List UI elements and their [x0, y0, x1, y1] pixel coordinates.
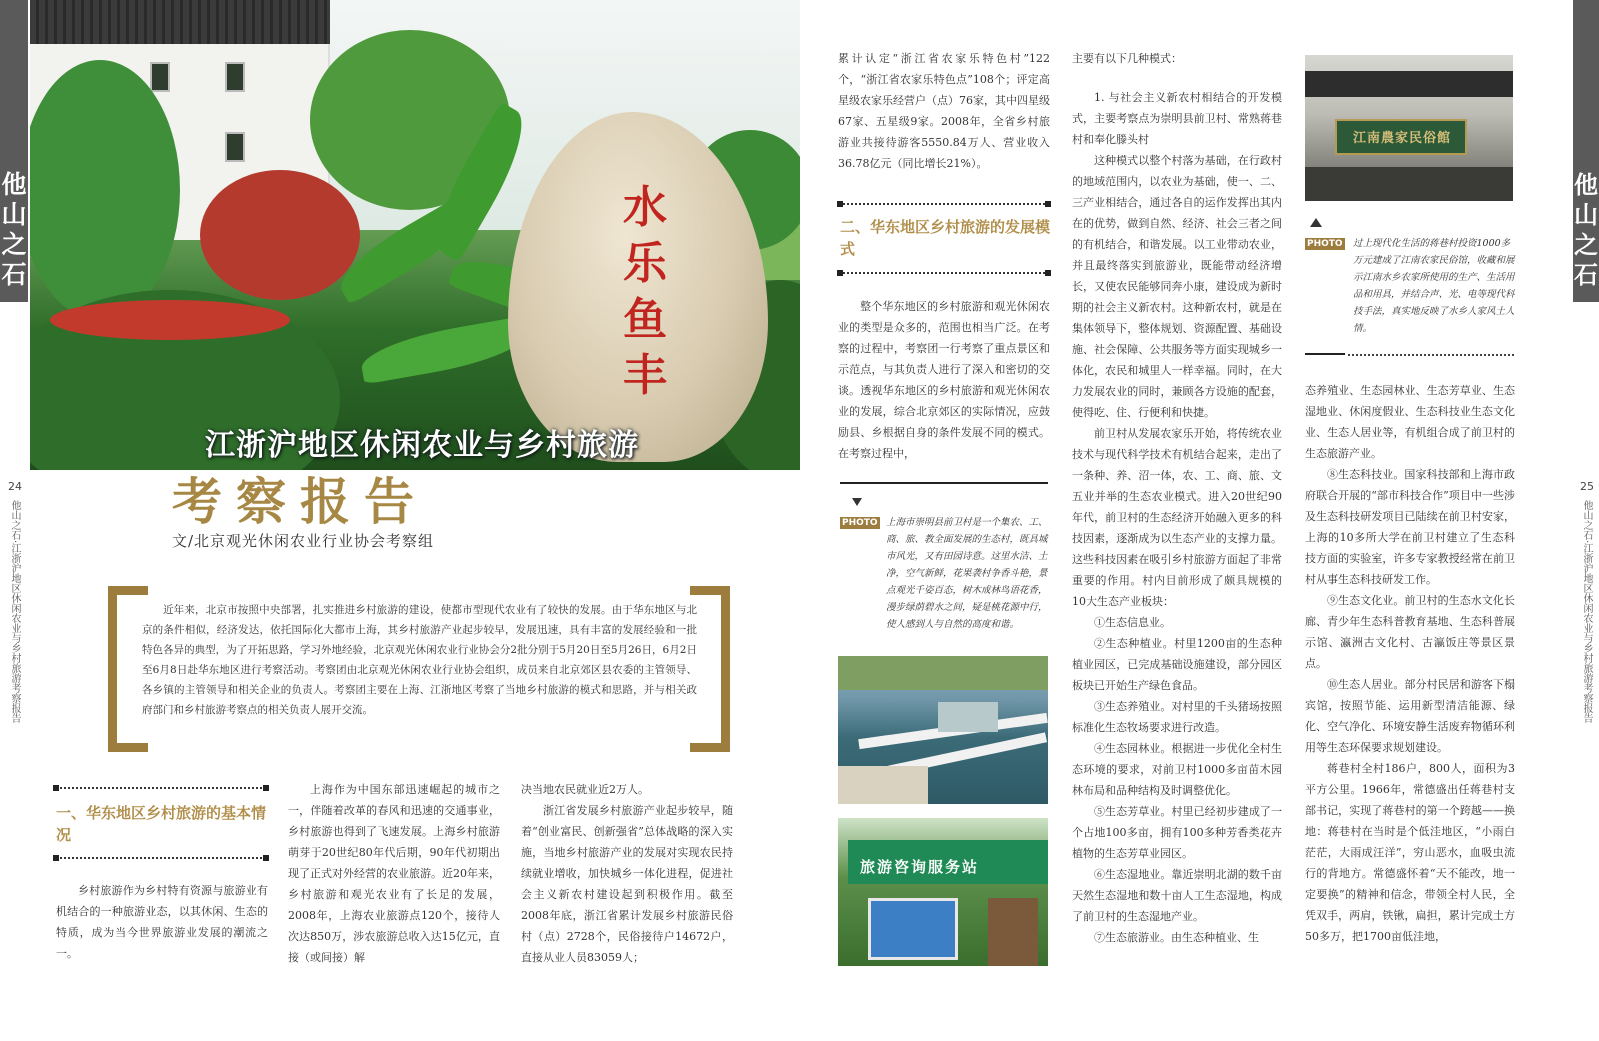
- list-item: ⑥生态湿地业。靠近崇明北湖的数千亩天然生态湿地和数十亩人工生态湿地，构成了前卫村的生态湿地产业。: [1072, 868, 1282, 923]
- report-title: 考察报告: [172, 472, 428, 531]
- hero-photo: [30, 0, 800, 470]
- section1-heading: 一、华东地区乡村旅游的基本情况: [56, 804, 267, 844]
- section-tab-right: [1573, 0, 1599, 302]
- boardwalk-photo: [838, 656, 1048, 804]
- intro-box: [108, 586, 730, 752]
- photo-label: PHOTO: [1307, 239, 1343, 249]
- photo1-caption: 上海市崇明县前卫村是一个集农、工、商、旅、教全面发展的生态村，既具城市风光，又有田园诗意。这里水洁、土净，空气新鲜，花果袭村争香斗艳，景点观光千姿百态，树木成林鸟语花香，漫步绿荫碧水之间，疑是桃花源中行，使人感到人与自然的高度和谐。: [886, 517, 1048, 630]
- paragraph: 主要有以下几种模式：: [1072, 52, 1182, 65]
- section1-col2: [288, 779, 500, 968]
- info-station-photo: [838, 818, 1048, 966]
- paragraph: 上海作为中国东部迅速崛起的城市之一，伴随着改革的春风和迅速的交通事业，乡村旅游也得到了飞速发展。上海乡村旅游萌芽于20世纪80年代后期，90年代初期出现了正式对外经营的农业旅游。近20年来，乡村旅游和观光农业有了长足的发展，2008年，上海农业旅游点120个，接待人次达850万，涉农旅游总收入达15亿元，直接（或间接）解: [288, 783, 500, 964]
- intro-text: 近年来，北京市按照中央部署，扎实推进乡村旅游的建设，使都市型现代农业有了较快的发展。由于华东地区与北京的条件相似，经济发达，依托国际化大都市上海，其乡村旅游产业起步较早，发展迅速，具有丰富的发展经验和一批特色各异的典型，为了开拓思路，学习外地经验，北京观光休闲农业行业协会分2批分别于5月20日至5月26日，6月2日至6月8日赴华东地区进行考察活动。考察团由北京观光休闲农业行业协会组织，成员来自北京郊区县农委的主管领导、各乡镇的主管领导和相关企业的负责人。考察团主要在上海、江浙地区考察了当地乡村旅游的模式和思路，并与相关政府部门和乡村旅游考察点的相关负责人展开交流。: [142, 604, 697, 716]
- paragraph: ⑨生态文化业。前卫村的生态水文化长廊、青少年生态科普教育基地、生态科普展示馆、瀛洲古文化村、古瀛饭庄等景区景点。: [1305, 594, 1515, 670]
- list-item: ②生态种植业。村里1200亩的生态种植业园区，已完成基础设施建设，部分园区板块已开始生产绿色食品。: [1072, 637, 1282, 692]
- list-item: ⑦生态旅游业。由生态种植业、生: [1094, 931, 1259, 944]
- museum-sign-text: 江南農家民俗館: [1352, 131, 1451, 146]
- paragraph: 态养殖业、生态园林业、生态芳草业、生态湿地业、休闲度假业、生态科技业生态文化业、生态人居业等，有机组合成了前卫村的生态旅游产业。: [1305, 384, 1515, 460]
- paragraph: 乡村旅游作为乡村特有资源与旅游业有机结合的一种旅游业态，以其休闲、生态的特质，成为当今世界旅游业发展的潮流之一。: [56, 884, 268, 960]
- mode1-title: 1. 与社会主义新农村相结合的开发模式，主要考察点为崇明县前卫村、常熟蒋巷村和奉化滕头村: [1072, 91, 1282, 146]
- paragraph: 这种模式以整个村落为基础，在行政村的地域范围内，以农业为基础，使一、二、三产业相结合，通过各自的运作发挥出其内在的优势，做到自然、经济、社会三者之间的有机结合，和谐发展。以工业带动农业，并且最终落实到旅游业，既能带动经济增长，又使农民能够同奔小康，建设成为新时期的社会主义新农村。这种新农村，就是在集体领导下，整体规划、资源配置、基础设施、社会保障、公共服务等方面实现城乡一体化，农民和城里人一样幸福。同时，在大力发展农业的同时，兼顾各方设施的配套，使得吃、住、行便利和快捷。: [1072, 154, 1282, 419]
- sign-text: 旅游咨询服务站: [860, 858, 980, 876]
- section-tab-left: [0, 0, 28, 302]
- section2-rule-top: [840, 203, 1048, 205]
- paragraph: 决当地农民就业近2万人。: [521, 783, 649, 796]
- page-number-left: 24: [8, 480, 22, 493]
- list-item: ④生态园林业。根据进一步优化全村生态环境的要求，对前卫村1000多亩苗木园林布局和品种结构及时调整优化。: [1072, 742, 1282, 797]
- arrow-up-icon: [1310, 218, 1322, 227]
- caption-rule-dots: [1348, 354, 1514, 356]
- list-item: ③生态养殖业。对村里的千头猪场按照标准化生态牧场要求进行改造。: [1072, 700, 1282, 734]
- paragraph: 蒋巷村全村186户，800人，面积为3平方公里。1966年，常德盛出任蒋巷村支部书记，实现了蒋巷村的第一个跨越——换地：蒋巷村在当时是个低洼地区，“小雨白茫茫，大雨成汪洋”，穷山恶水，血吸虫流行的背地方。常德盛怀着“天不能改，地一定要换”的精神和信念，带领全村人民，全凭双手，两肩，铁锹，扁担，累计完成土方50多万，把1700亩低洼地，: [1305, 762, 1515, 943]
- section2-heading: 二、华东地区乡村旅游的发展模式: [840, 218, 1051, 258]
- section1-col3: [521, 779, 733, 968]
- caption-rule: [840, 482, 1048, 484]
- running-header-right: 他山之石·江浙沪地区休闲农业与乡村旅游考察报告: [1581, 500, 1592, 724]
- paragraph: ⑧生态科技业。国家科技部和上海市政府联合开展的“部市科技合作”项目中一些涉及生态科技研发项目已陆续在前卫村安家，上海的10多所大学在前卫村建立了生态科技方面的实验室，许多专家教授经常在前卫村从事生态科技研发工作。: [1305, 468, 1515, 586]
- photo-label: PHOTO: [842, 518, 878, 528]
- section1-rule-bottom: [56, 857, 266, 859]
- paragraph: 浙江省发展乡村旅游产业起步较早，随着“创业富民、创新强省”总体战略的深入实施，当地乡村旅游产业的发展对实现农民持续就业增收，加快城乡一体化进程，促进社会主义新农村建设起到积极作用。截至2008年底，浙江省累计发展乡村旅游民俗村（点）2728个，民俗接待户14672户，直接从业人员83059人；: [521, 804, 733, 964]
- photo-right-caption: 过上现代化生活的蒋巷村投资1000多万元建成了江南农家民俗馆，收藏和展示江南水乡农家所使用的生产、生活用品和用具，并结合声、光、电等现代科技手法，真实地反映了水乡人家风土人情。: [1353, 238, 1515, 334]
- section2-rule-bottom: [840, 272, 1048, 274]
- caption-rule-short: [1305, 353, 1345, 355]
- paragraph: ⑩生态人居业。部分村民居和游客下榻宾馆，按照节能、运用新型清洁能源、绿化、空气净化、环境安静生活废弃物循环利用等生态环保要求规划建设。: [1305, 678, 1515, 754]
- paragraph: 累计认定“浙江省农家乐特色村”122个，“浙江省农家乐特色点”108个；评定高星级农家乐经营户（点）76家，其中四星级67家、五星级9家。2008年，全省乡村旅游业共接待游客5550.84万人、营业收入36.78亿元（同比增长21%）。: [838, 52, 1050, 170]
- section2-body: [838, 296, 1050, 464]
- list-item: ⑤生态芳草业。村里已经初步建成了一个占地100多亩，拥有100多种芳香类花卉植物的生态芳草业园区。: [1072, 805, 1282, 860]
- page-number-right: 25: [1580, 480, 1594, 493]
- running-header-left: 他山之石·江浙沪地区休闲农业与乡村旅游考察报告: [9, 500, 20, 724]
- paragraph: 前卫村从发展农家乐开始，将传统农业技术与现代科学技术有机结合起来，走出了一条种、养、沼一体，农、工、商、旅、文五业并举的生态农业模式。进入20世纪90年代，前卫村的生态经济开始融入更多的科技因素，逐渐成为以生态产业的支撑力量。这些科技因素在吸引乡村旅游方面起了非常重要的作用。村内目前形成了颇具规模的10大生态产业板块：: [1072, 427, 1282, 608]
- right-col3: [1305, 380, 1515, 947]
- folk-museum-photo: [1305, 55, 1513, 201]
- paragraph: 整个华东地区的乡村旅游和观光休闲农业的类型是众多的，范围也相当广泛。在考察的过程中，考察团一行考察了重点景区和示范点，与其负责人进行了深入和密切的交谈。透视华东地区的乡村旅游和观光休闲农业的发展，综合北京郊区的实际情况，应鼓励县、乡根据自身的条件发展不同的模式。在考察过程中，: [838, 300, 1050, 460]
- right-col2: [1072, 48, 1282, 948]
- right-col1-top: [838, 48, 1050, 174]
- section-tab-text: 他山之石: [1574, 171, 1598, 289]
- section1-col1: [56, 880, 268, 964]
- arrow-down-icon: [852, 498, 862, 506]
- stone-inscription: 水乐鱼丰: [623, 182, 667, 401]
- article-title: 江浙沪地区休闲农业与乡村旅游: [205, 428, 639, 463]
- section1-rule-top: [56, 787, 266, 789]
- right-page: [800, 0, 1599, 1041]
- byline: 文/北京观光休闲农业行业协会考察组: [172, 532, 435, 550]
- section-tab-text: 他山之石: [1, 170, 27, 289]
- list-item: ①生态信息业。: [1094, 616, 1171, 629]
